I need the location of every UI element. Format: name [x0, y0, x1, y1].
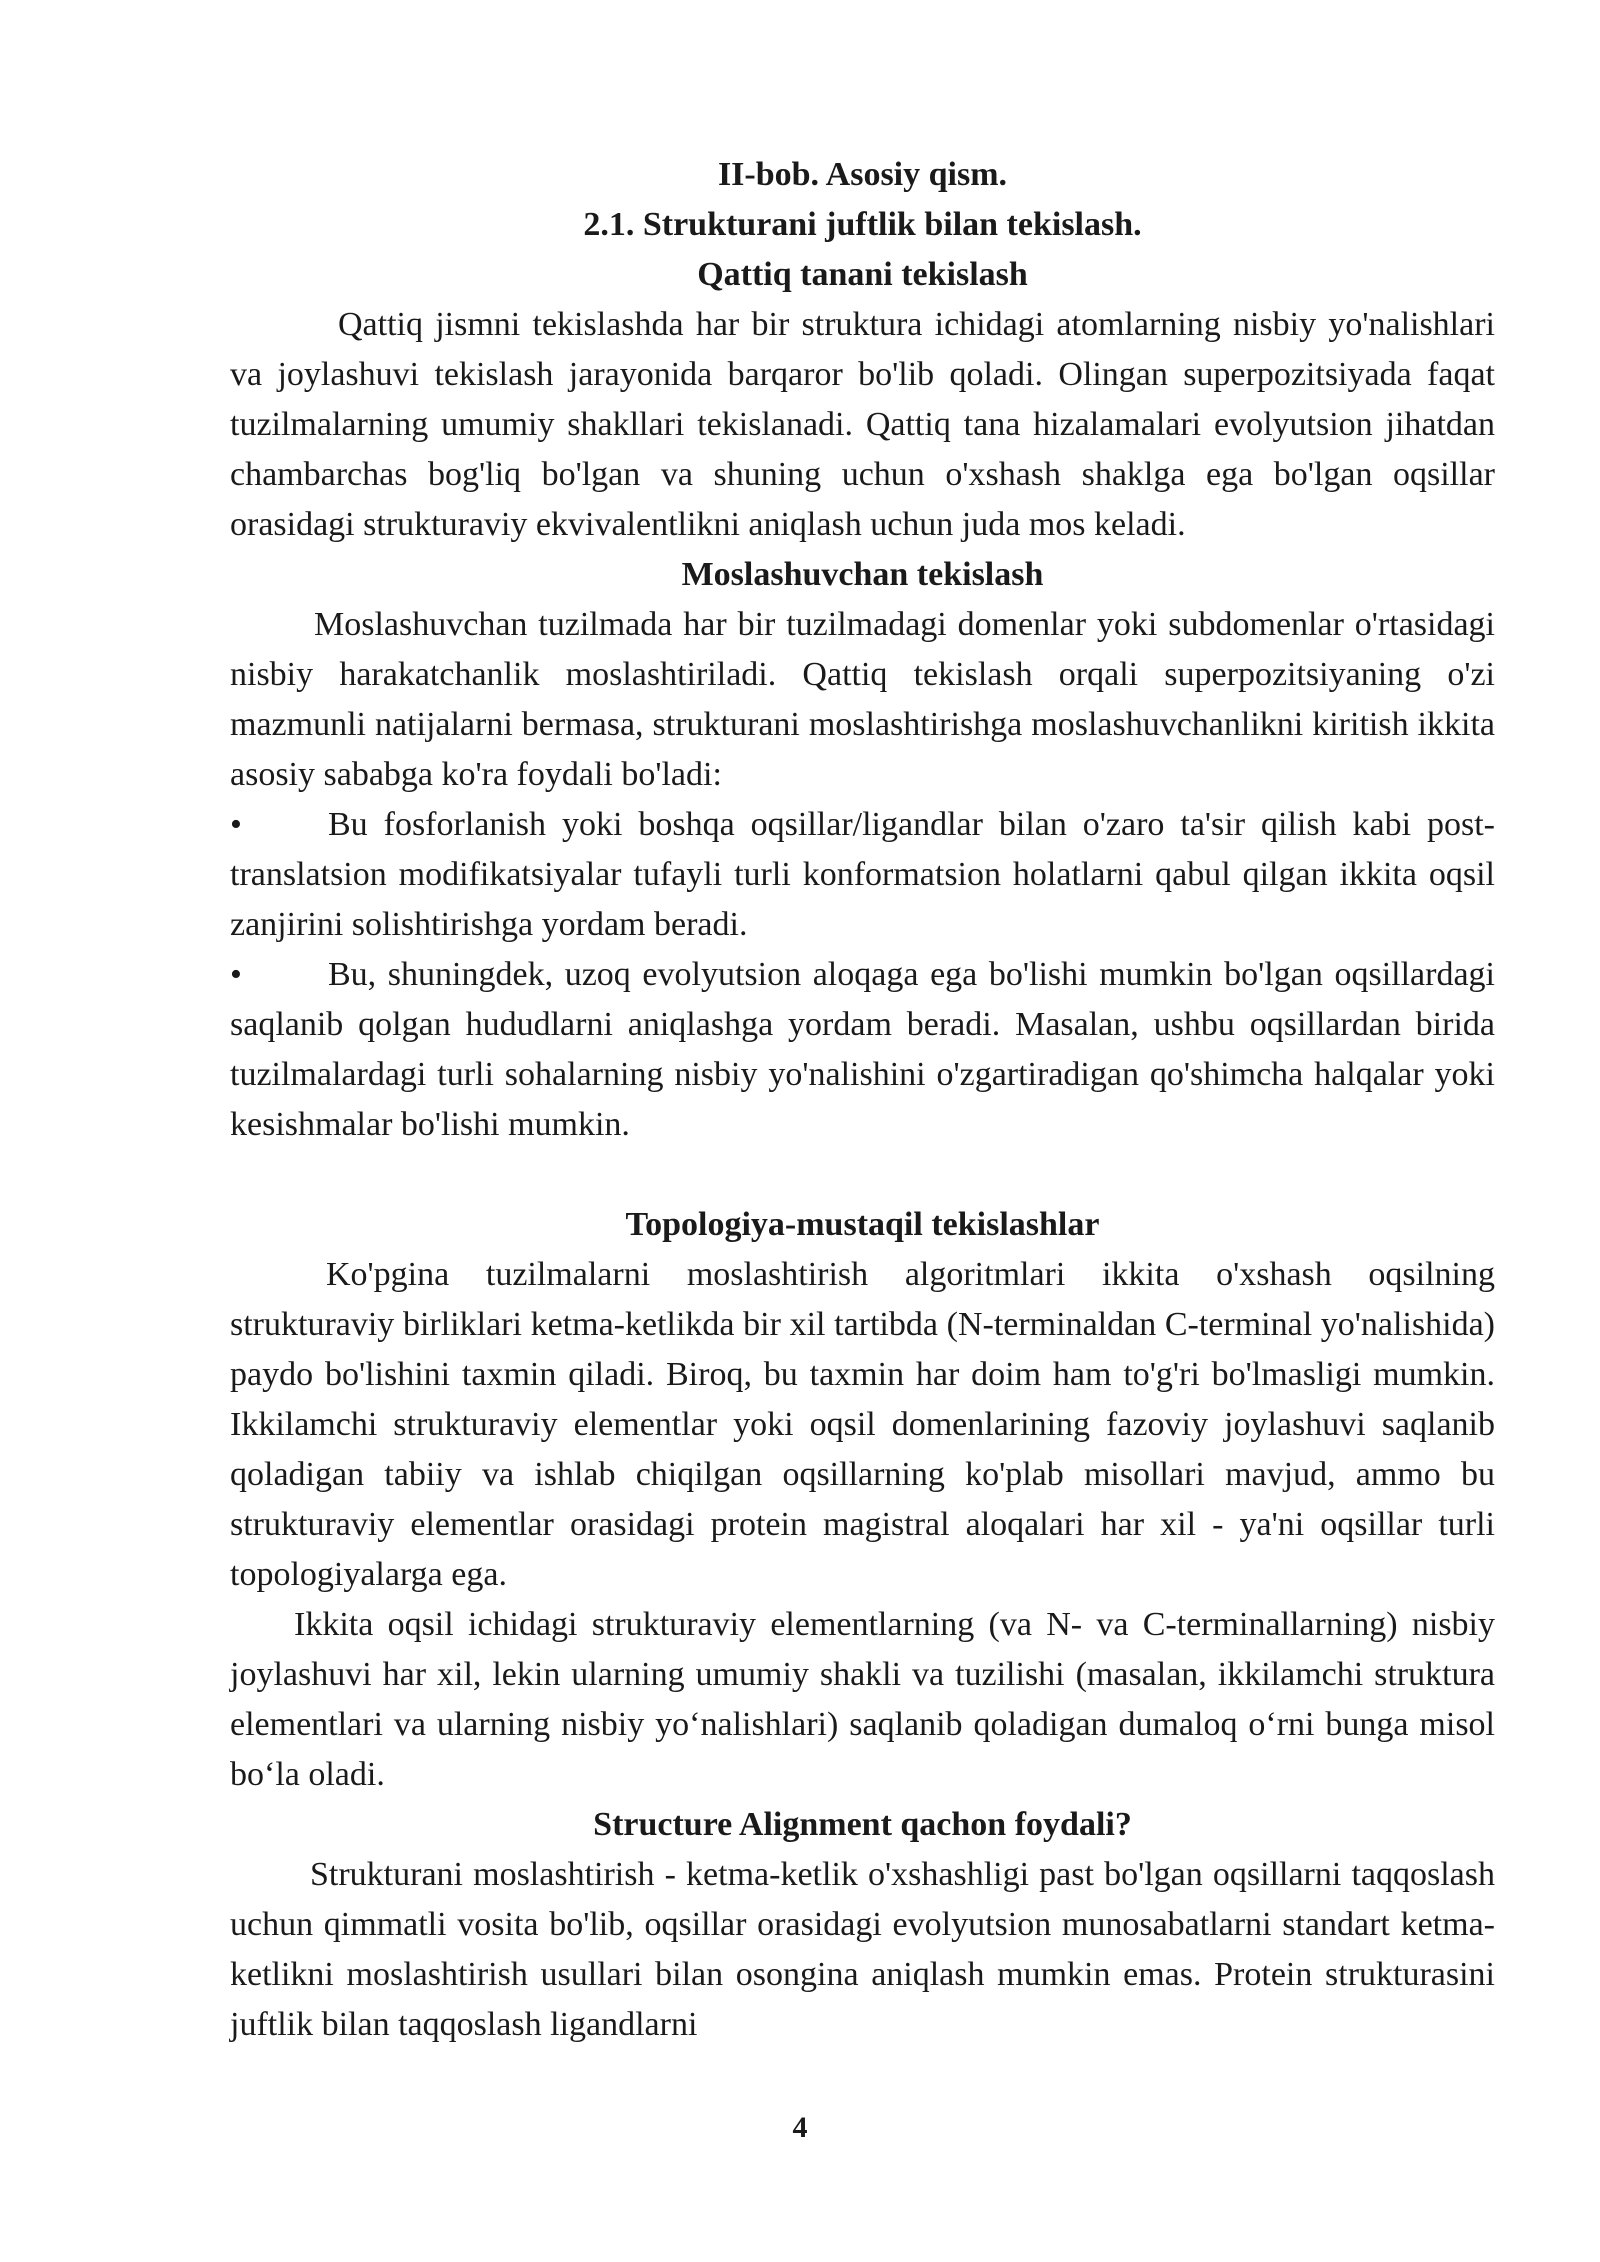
bullet-item	[230, 800, 1495, 950]
document-page	[230, 150, 1495, 2050]
flexible-alignment-heading: Moslashuvchan tekislash	[681, 556, 1044, 593]
chapter-title: II-bob. Asosiy qism.	[717, 156, 1008, 193]
bullet-icon: •	[230, 806, 242, 843]
topology-paragraph-2: Ikkita oqsil ichidagi strukturaviy elementlarning (va N- va C-terminallarning) nisbiy joylashuvi har xil, lekin ularning umumiy shakli va tuzilishi (masalan, ikkilamchi struktura elementlari va ularning nisbiy yo‘nalishlari) saqlanib qoladigan dumaloq o‘rni bunga misol bo‘la oladi.	[230, 1606, 1495, 1793]
bullet-text: Bu, shuningdek, uzoq evolyutsion aloqaga ega bo'lishi mumkin bo'lgan oqsillardagi saqlanib qolgan hududlarni aniqlashga yordam beradi. Masalan, ushbu oqsillardan birida tuzilmalardagi turli sohalarning nisbiy yo'nalishini o'zgartiradigan qo'shimcha halqalar yoki kesishmalar bo'lishi mumkin.	[230, 956, 1495, 1143]
bullet-icon: •	[230, 956, 242, 993]
bullet-text: Bu fosforlanish yoki boshqa oqsillar/ligandlar bilan o'zaro ta'sir qilish kabi post-translatsion modifikatsiyalar tufayli turli konformatsion holatlarni qabul qilgan ikkita oqsil zanjirini solishtirishga yordam beradi.	[230, 806, 1495, 943]
rigid-alignment-heading: Qattiq tanani tekislash	[697, 256, 1028, 293]
rigid-alignment-paragraph: Qattiq jismni tekislashda har bir struktura ichidagi atomlarning nisbiy yo'nalishlari va joylashuvi tekislash jarayonida barqaror bo'lib qoladi. Olingan superpozitsiyada faqat tuzilmalarning umumiy shakllari tekislanadi. Qattiq tana hizalamalari evolyutsion jihatdan chambarchas bog'liq bo'lgan va shuning uchun o'xshash shaklga ega bo'lgan oqsillar orasidagi strukturaviy ekvivalentlikni aniqlash uchun juda mos keladi.	[230, 306, 1495, 543]
topology-paragraph-1: Ko'pgina tuzilmalarni moslashtirish algoritmlari ikkita o'xshash oqsilning strukturaviy birliklari ketma-ketlikda bir xil tartibda (N-terminaldan C-terminal yo'nalishida) paydo bo'lishini taxmin qiladi. Biroq, bu taxmin har doim ham to'g'ri bo'lmasligi mumkin. Ikkilamchi strukturaviy elementlar yoki oqsil domenlarining fazoviy joylashuvi saqlanib qoladigan tabiiy va ishlab chiqilgan oqsillarning ko'plab misollari mavjud, ammo bu strukturaviy elementlar orasidagi protein magistral aloqalari har xil - ya'ni oqsillar turli topologiyalarga ega.	[230, 1256, 1495, 1593]
usefulness-paragraph: Strukturani moslashtirish - ketma-ketlik o'xshashligi past bo'lgan oqsillarni taqqoslash uchun qimmatli vosita bo'lib, oqsillar orasidagi evolyutsion munosabatlarni standart ketma-ketlikni moslashtirish usullari bilan osongina aniqlash mumkin emas. Protein strukturasini juftlik bilan taqqoslash ligandlarni	[230, 1856, 1495, 2043]
page-number: 4	[792, 2111, 808, 2144]
topology-independent-heading: Topologiya-mustaqil tekislashlar	[625, 1206, 1100, 1243]
section-title: 2.1. Strukturani juftlik bilan tekislash.	[583, 206, 1142, 243]
blank-line	[230, 1150, 1495, 1200]
flexible-alignment-paragraph: Moslashuvchan tuzilmada har bir tuzilmadagi domenlar yoki subdomenlar o'rtasidagi nisbiy harakatchanlik moslashtiriladi. Qattiq tekislash orqali superpozitsiyaning o'zi mazmunli natijalarni bermasa, strukturani moslashtirishga moslashuvchanlikni kiritish ikkita asosiy sababga ko'ra foydali bo'ladi:	[230, 606, 1495, 793]
usefulness-heading: Structure Alignment qachon foydali?	[593, 1806, 1132, 1843]
bullet-item	[230, 950, 1495, 1150]
